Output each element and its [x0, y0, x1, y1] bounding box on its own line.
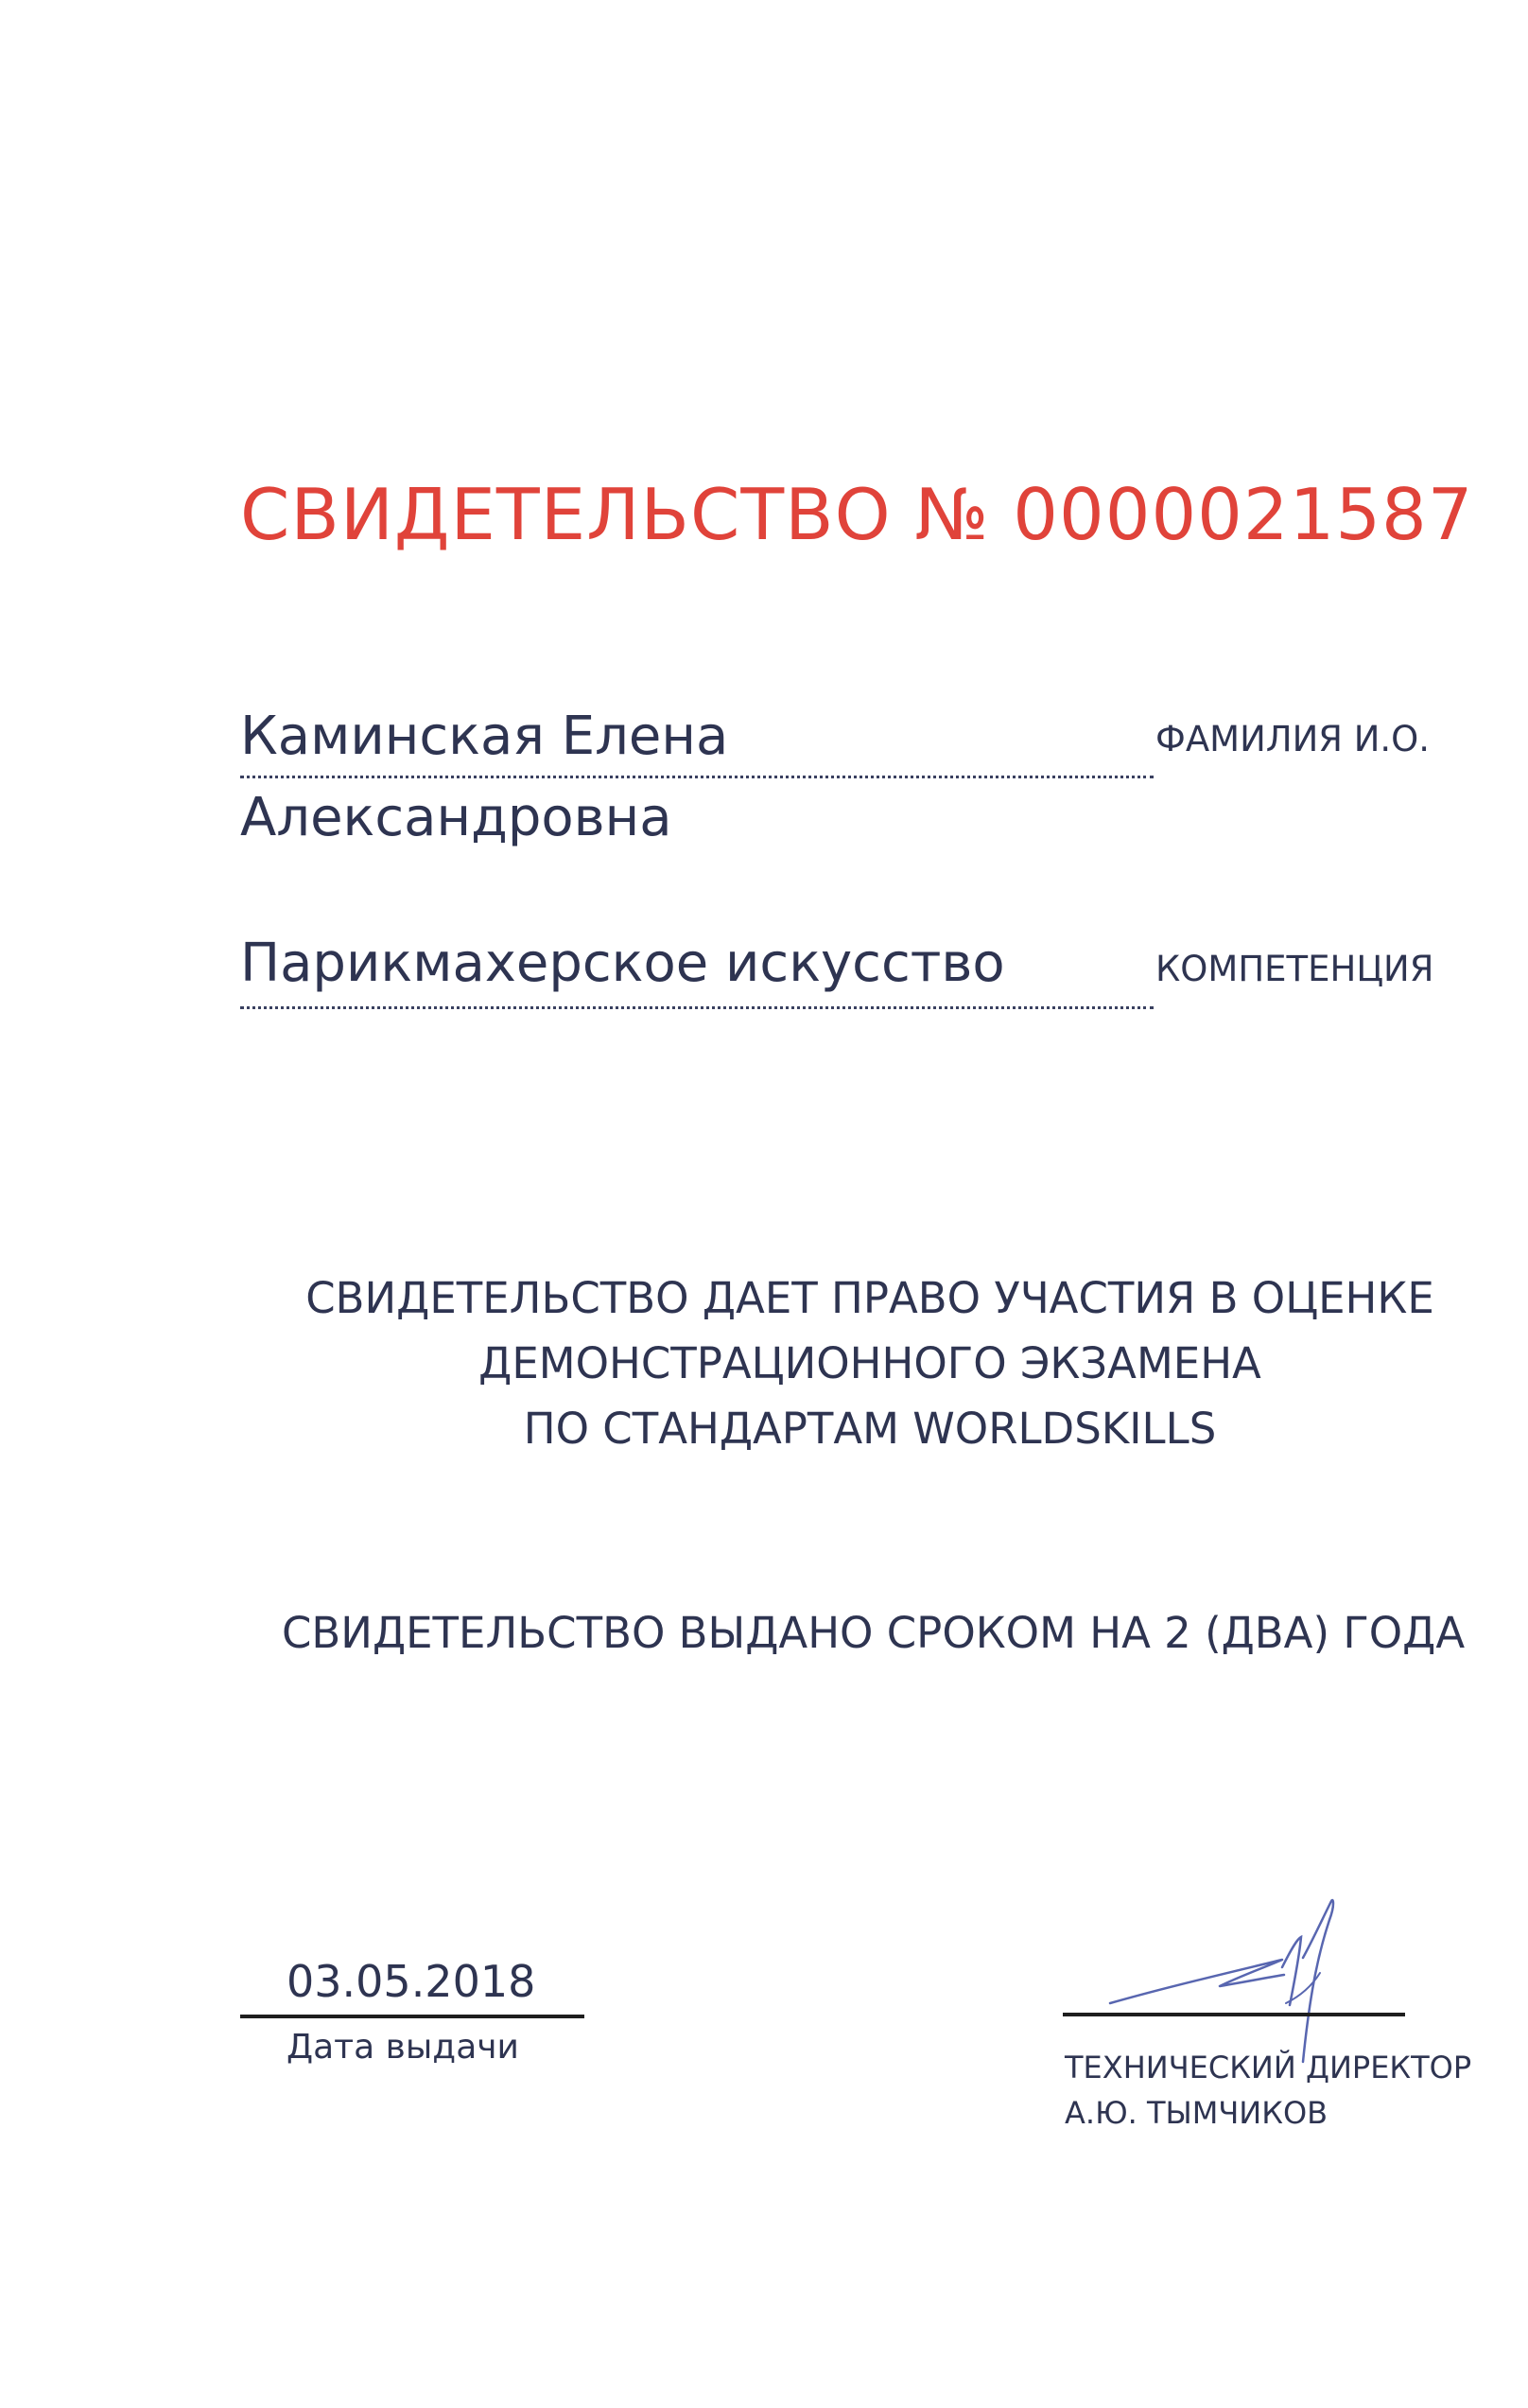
- validity-statement: СВИДЕТЕЛЬСТВО ВЫДАНО СРОКОМ НА 2 (ДВА) ГОДА: [282, 1608, 1466, 1658]
- signature-underline: [1063, 2013, 1405, 2016]
- rights-line-3: ПО СТАНДАРТАМ WORLDSKILLS: [523, 1404, 1217, 1454]
- competence-underline: [240, 1006, 1154, 1009]
- holder-name-line2: Александровна: [240, 787, 672, 848]
- rights-line-1: СВИДЕТЕЛЬСТВО ДАЕТ ПРАВО УЧАСТИЯ В ОЦЕНКЕ: [305, 1273, 1434, 1323]
- holder-name-line1: Каминская Елена: [240, 706, 729, 767]
- issue-date-underline: [240, 2015, 584, 2018]
- rights-line-2: ДЕМОНСТРАЦИОННОГО ЭКЗАМЕНА: [478, 1338, 1261, 1388]
- signer-block: [1065, 2045, 1471, 2136]
- issue-date: 03.05.2018: [286, 1956, 536, 2007]
- competence-value: Парикмахерское искусство: [240, 933, 1005, 994]
- director-signature: [1097, 1882, 1380, 2071]
- signer-name: А.Ю. ТЫМЧИКОВ: [1065, 2095, 1328, 2131]
- holder-name-label: ФАМИЛИЯ И.О.: [1155, 719, 1431, 759]
- signer-position: ТЕХНИЧЕСКИЙ ДИРЕКТОР: [1065, 2050, 1472, 2085]
- issue-date-label: Дата выдачи: [286, 2028, 519, 2067]
- competence-label: КОМПЕТЕНЦИЯ: [1155, 949, 1434, 989]
- certificate-title: СВИДЕТЕЛЬСТВО № 0000021587: [240, 473, 1474, 556]
